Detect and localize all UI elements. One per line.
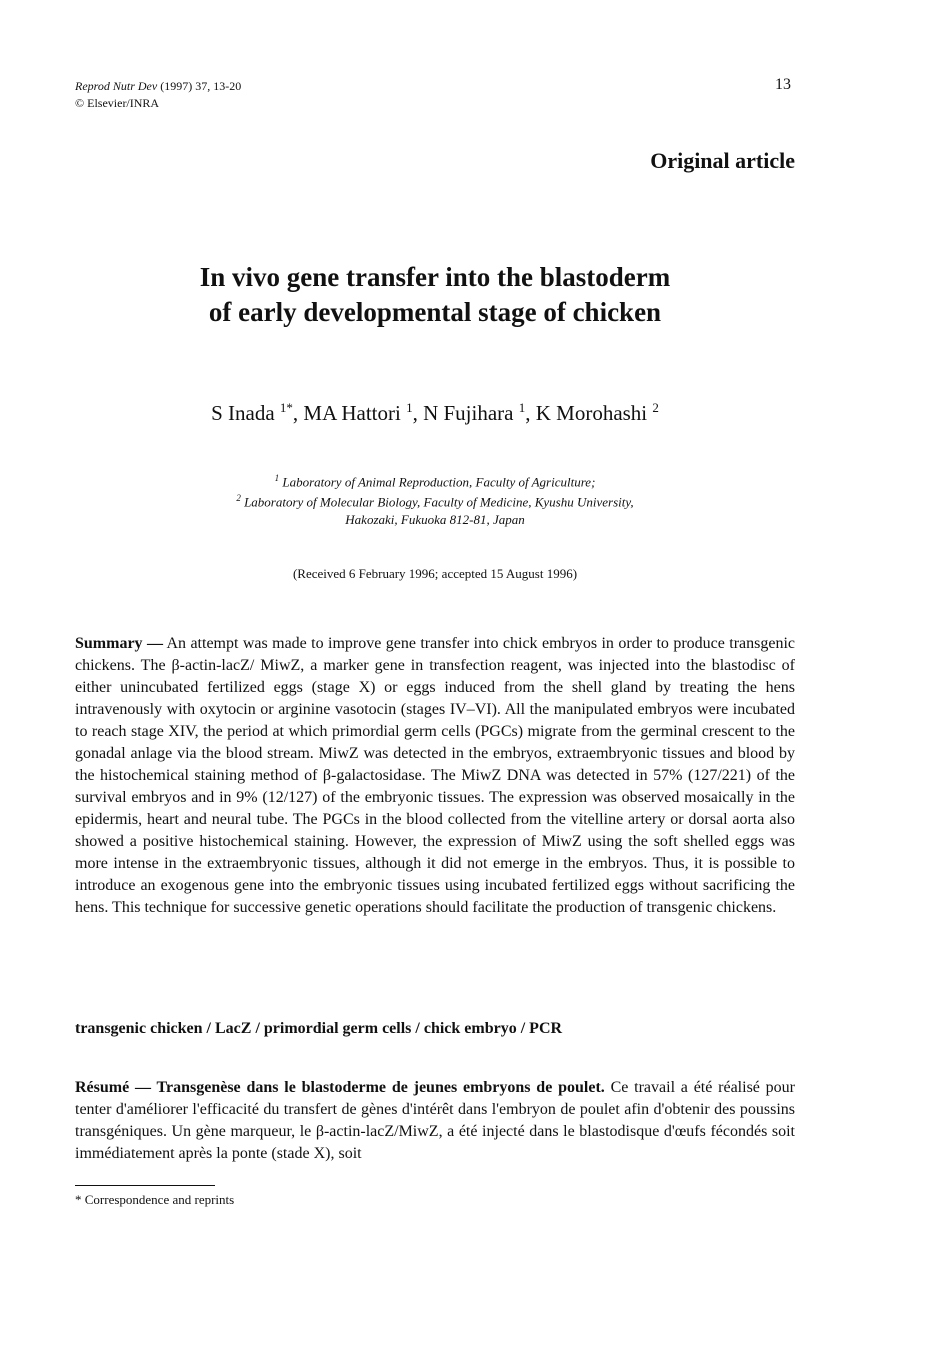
affiliation-mark: 1 — [274, 473, 280, 483]
author-mark: 1* — [279, 400, 293, 415]
author-list: S Inada $^{1*}$, MA Hattori $^1$, N Fujihara $^1$, K Morohashi $^2$ — [211, 400, 659, 425]
author-mark: 1 — [518, 400, 526, 415]
title-line-1: In vivo gene transfer into the blastoderm — [199, 262, 671, 292]
author-name: S Inada — [211, 401, 275, 425]
keywords: transgenic chicken / LacZ / primordial germ cells / chick embryo / PCR — [75, 1020, 563, 1037]
footnote: * Correspondence and reprints — [75, 1192, 235, 1207]
page-number: 13 — [775, 76, 791, 93]
footnote-rule — [75, 1185, 215, 1186]
resume-paragraph — [75, 1077, 795, 1165]
copyright: © Elsevier/INRA — [75, 96, 160, 110]
affiliation-2 — [0, 490, 870, 510]
journal-volume: (1997) 37, 13-20 — [160, 79, 242, 93]
article-type: Original article — [650, 148, 795, 173]
author-name: K Morohashi — [535, 401, 648, 425]
resume-label: Résumé — Transgenèse dans le blastoderme de jeunes embryons de poulet. — [75, 1079, 605, 1096]
article-title — [0, 260, 870, 330]
author-mark: 2 — [652, 400, 659, 415]
affiliation-1 — [0, 470, 870, 490]
affiliation-mark: 2 — [236, 493, 241, 504]
affiliation-2-cont: Hakozaki, Fukuoka 812-81, Japan — [345, 511, 525, 527]
title-line-2: of early developmental stage of chicken — [208, 297, 662, 327]
received-dates: (Received 6 February 1996; accepted 15 August 1996) — [292, 566, 578, 581]
journal-name: Reprod Nutr Dev — [75, 79, 158, 93]
author-mark: 1 — [406, 400, 413, 415]
summary-text: An attempt was made to improve gene transfer into chick embryos in order to produce transgenic chickens. The β-actin-lacZ/ MiwZ, a marker gene in transfection reagent, was injected into the blastodisc of either unincubated fertilized eggs (stage X) or eggs induced from the shell gland by treating the hens intravenously with oxytocin or arginine vasotocin (stages IV–VI). All the manipulated embryos were incubated to reach stage XIV, the period at which primordial germ cells (PGCs) migrate from the germinal crescent to the gonadal anlage via the blood stream. MiwZ was detected in the embryos, extraembryonic tissues and blood by the histochemical staining method of β-galactosidase. The MiwZ DNA was detected in 57% (127/221) of the survival embryos and in 9% (12/127) of the embryonic tissues. The expression was observed mosaically in the epidermis, heart and neural tube. The PGCs in the blood collected from the vitelline artery or dorsal aorta also showed a positive histochemical staining. However, the expression of MiwZ using the soft shelled eggs was more intense in the extraembryonic tissues, although it did not emerge in the embryos. Thus, it is possible to introduce an exogenous gene into the embryonic tissues using incubated fertilized eggs without sacrificing the hens. This technique for successive genetic operations should facilitate the production of transgenic chickens. — [75, 635, 796, 916]
affiliation-text: Laboratory of Molecular Biology, Faculty of Medicine, Kyushu University, — [244, 494, 634, 510]
summary-label: Summary — — [75, 635, 163, 652]
author-name: MA Hattori — [303, 401, 401, 425]
resume-text: Ce travail a été réalisé pour tenter d'améliorer l'efficacité du transfert de gènes d'intérêt dans l'embryon de poulet afin d'obtenir des poussins transgéniques. Un gène marqueur, le β-actin-lacZ/MiwZ, a été injecté dans le blastodisque d'œufs fécondés soit immédiatement après la ponte (stade X), soit — [75, 1079, 796, 1162]
author-name: N Fujihara — [423, 401, 514, 425]
affiliations — [0, 470, 870, 528]
affiliation-text: Laboratory of Animal Reproduction, Faculty of Agriculture; — [282, 474, 596, 490]
journal-citation — [75, 78, 241, 112]
summary-paragraph — [75, 633, 795, 919]
